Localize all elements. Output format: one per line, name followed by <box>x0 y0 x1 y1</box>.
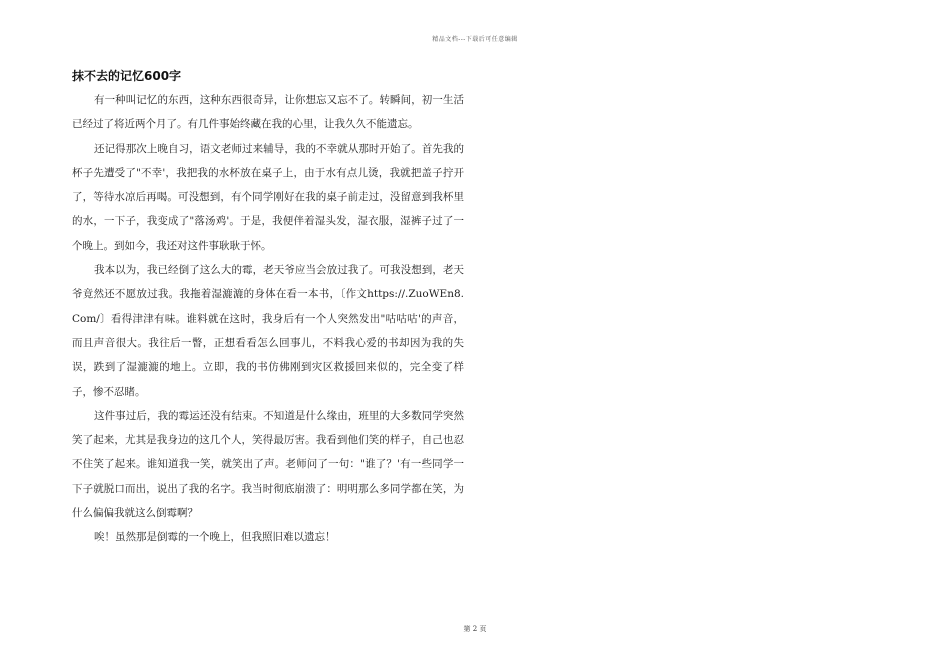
paragraph: 这件事过后，我的霉运还没有结束。不知道是什么缘由，班里的大多数同学突然笑了起来，尤其是我身边的这几个人，笑得最厉害。我看到他们笑的样子，自己也忍不住笑了起来。谁知道我一笑，就笑出了声。老师问了一句："谁了？'有一些同学一下子就脱口而出，说出了我的名字。我当时彻底崩溃了：明明那么多同学都在笑，为什么偏偏我就这么倒霉啊？ <box>72 409 464 520</box>
paragraph: 唉！虽然那是倒霉的一个晚上，但我照旧难以遗忘！ <box>94 531 336 544</box>
paragraph: 我本以为，我已经倒了这么大的霉，老天爷应当会放过我了。可我没想到，老天爷竟然还不愿放过我。我拖着湿漉漉的身体在看一本书，〔作文https://.ZuoWEn8.Com/〕看得津津有味。谁料就在这时，我身后有一个人突然发出"咕咕咕'的声音，而且声音很大。我往后一瞥，正想看看怎么回事儿，不料我心爱的书却因为我的失误，跌到了湿漉漉的地上。立即，我的书仿佛刚到灾区救援回来似的，完全变了样子，惨不忍睹。 <box>72 264 464 398</box>
document-title: 抹不去的记忆600字 <box>72 69 182 83</box>
document-body <box>72 88 464 550</box>
paragraph: 还记得那次上晚自习，语文老师过来辅导，我的不幸就从那时开始了。首先我的杯子先遭受了"不幸'，我把我的水杯放在桌子上，由于水有点儿烫，我就把盖子拧开了，等待水凉后再喝。可没想到，有个同学刚好在我的桌子前走过，没留意到我杯里的水，一下子，我变成了"落汤鸡'。于是，我便伴着湿头发，湿衣服，湿裤子过了一个晚上。到如今，我还对这件事耿耿于怀。 <box>72 142 464 252</box>
page-number: 第 2 页 <box>463 625 487 633</box>
page-header: 精品文档---下载后可任意编辑 <box>432 36 518 43</box>
paragraph: 有一种叫记忆的东西，这种东西很奇异，让你想忘又忘不了。转瞬间，初一生活已经过了将近两个月了。有几件事始终藏在我的心里，让我久久不能遗忘。 <box>72 94 464 131</box>
